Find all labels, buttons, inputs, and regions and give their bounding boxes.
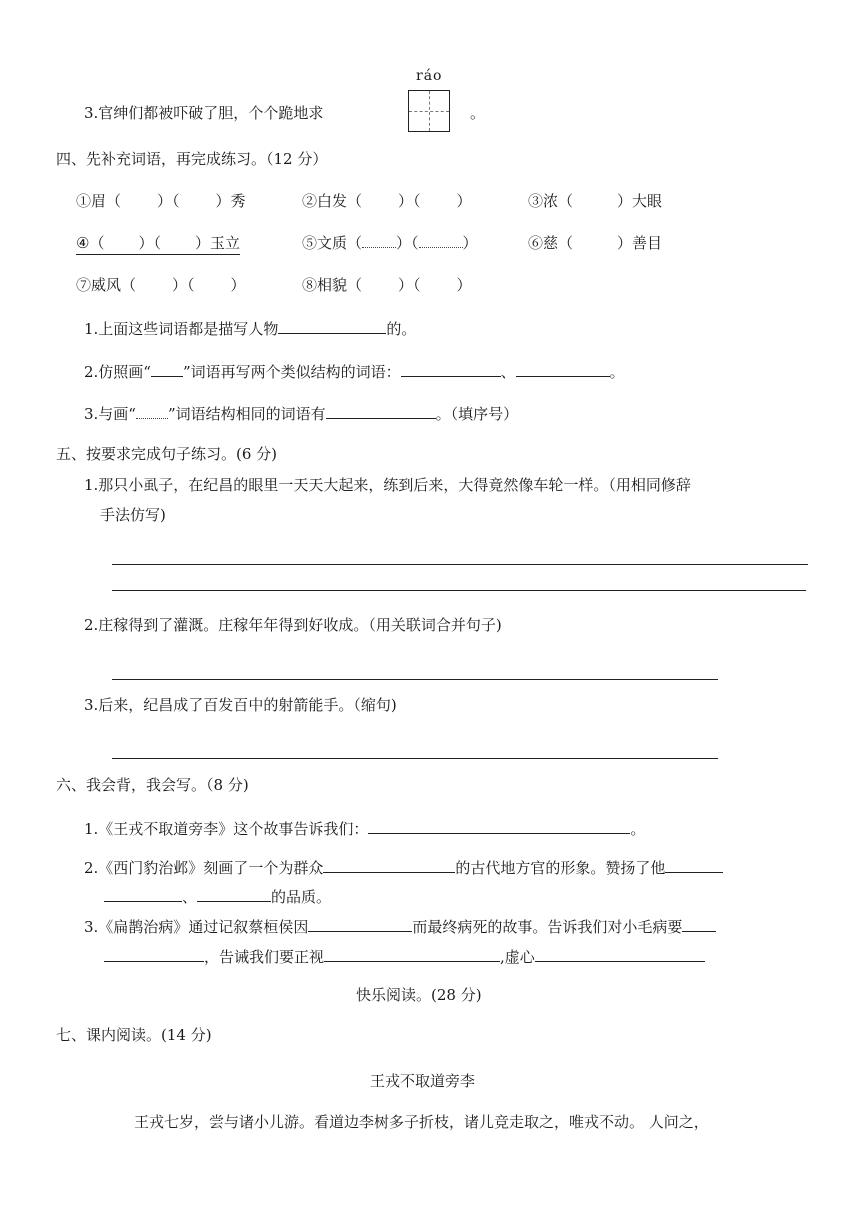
answer-blank[interactable] bbox=[401, 359, 501, 377]
section-6-q1: 1.《王戎不取道旁李》这个故事告诉我们： 。 bbox=[84, 816, 645, 840]
word-item-7[interactable]: ⑦威风（ ）（ ） bbox=[76, 276, 246, 294]
answer-blank[interactable] bbox=[104, 944, 204, 962]
section-4-title: 四、先补充词语，再完成练习。（12 分） bbox=[56, 150, 328, 168]
answer-blank[interactable] bbox=[326, 401, 436, 419]
answer-line[interactable] bbox=[112, 679, 718, 680]
word-item-3[interactable]: ③浓（ ）大眼 bbox=[528, 192, 663, 210]
answer-blank[interactable] bbox=[197, 884, 271, 902]
answer-blank[interactable] bbox=[104, 884, 182, 902]
section-6-q3-line2: ，告诫我们要正视 ,虚心 bbox=[104, 944, 705, 968]
passage-title: 王戎不取道旁李 bbox=[370, 1072, 476, 1090]
section-7-title: 七、课内阅读。(14 分) bbox=[56, 1026, 212, 1044]
answer-blank[interactable] bbox=[278, 316, 386, 334]
answer-line[interactable] bbox=[112, 564, 808, 565]
pinyin-rao: ráo bbox=[416, 68, 443, 84]
section-6-q3-line1: 3.《扁鹊治病》通过记叙蔡桓侯因 而最终病死的故事。告诉我们对小毛病要 bbox=[84, 914, 716, 938]
answer-blank[interactable] bbox=[535, 944, 705, 962]
word-item-5[interactable]: ⑤文质（ ）（ ） bbox=[302, 234, 478, 252]
reading-header: 快乐阅读。(28 分) bbox=[356, 986, 482, 1004]
section-4-q1: 1.上面这些词语都是描写人物 的。 bbox=[84, 316, 416, 340]
section-5-q2: 2.庄稼得到了灌溉。庄稼年年得到好收成。（用关联词合并句子) bbox=[84, 616, 502, 634]
section-5-title: 五、按要求完成句子练习。(6 分) bbox=[56, 445, 278, 463]
section-5-q1-line2: 手法仿写) bbox=[100, 506, 166, 524]
tianzige-writing-box[interactable] bbox=[408, 90, 450, 132]
answer-blank[interactable] bbox=[323, 855, 455, 873]
word-item-1[interactable]: ①眉（ ）（ ）秀 bbox=[76, 192, 246, 210]
answer-blank[interactable] bbox=[665, 855, 723, 873]
section-6-title: 六、我会背，我会写。（8 分) bbox=[56, 776, 249, 794]
answer-line[interactable] bbox=[112, 590, 806, 591]
answer-blank[interactable] bbox=[324, 944, 500, 962]
section-5-q3: 3.后来，纪昌成了百发百中的射箭能手。（缩句) bbox=[84, 696, 397, 714]
word-item-6[interactable]: ⑥慈（ ）善目 bbox=[528, 234, 663, 252]
section-6-q2-line2: 、 的品质。 bbox=[104, 884, 331, 908]
answer-line[interactable] bbox=[112, 758, 718, 759]
word-item-4-underlined[interactable]: ④（ ）（ ）玉立 bbox=[76, 232, 240, 255]
word-item-2[interactable]: ②白发（ ）（ ） bbox=[302, 192, 472, 210]
section-6-q2-line1: 2.《西门豹治邺》刻画了一个为群众 的古代地方官的形象。赞扬了他 bbox=[84, 855, 723, 879]
passage-line-1: 王戎七岁，尝与诸小儿游。看道边李树多子折枝，诸儿竞走取之，唯戎不动。 人问之， bbox=[134, 1113, 709, 1131]
section-4-q3: 3.与画“ ”词语结构相同的词语有 。（填序号） bbox=[84, 401, 518, 425]
question-3-end: 。 bbox=[470, 104, 486, 122]
answer-blank[interactable] bbox=[308, 914, 412, 932]
word-item-8[interactable]: ⑧相貌（ ）（ ） bbox=[302, 276, 472, 294]
answer-blank[interactable] bbox=[682, 914, 716, 932]
answer-blank[interactable] bbox=[516, 359, 610, 377]
answer-blank[interactable] bbox=[368, 816, 630, 834]
question-3-text: 3.官绅们都被吓破了胆，个个跪地求 bbox=[84, 104, 324, 122]
section-5-q1-line1: 1.那只小虱子，在纪昌的眼里一天天大起来，练到后来，大得竟然像车轮一样。（用相同修辞 bbox=[84, 476, 691, 494]
section-4-q2: 2.仿照画“ ”词语再写两个类似结构的词语： 、 。 bbox=[84, 359, 625, 383]
